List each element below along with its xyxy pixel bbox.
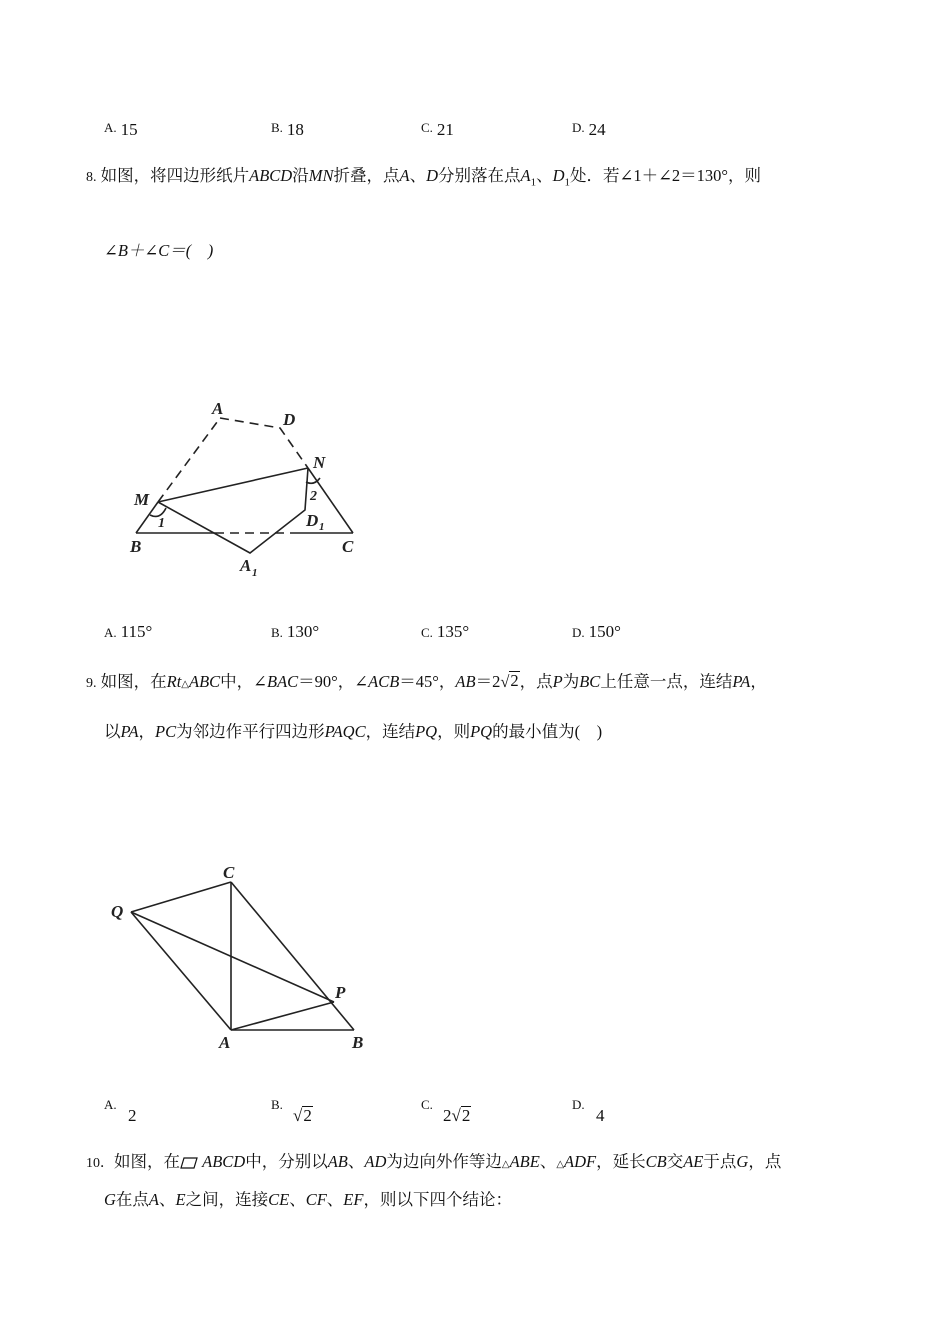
q7-option-b[interactable]: B. 18 (271, 120, 304, 139)
label-A1-sub: 1 (252, 567, 258, 579)
label-P: P (335, 983, 346, 1002)
q8-option-b[interactable]: B. 130° (271, 622, 320, 641)
q9-option-a[interactable]: A. 2 (104, 1097, 137, 1125)
q8-option-d[interactable]: D. 150° (572, 622, 621, 641)
label-N: N (313, 453, 326, 472)
label-1: 1 (158, 516, 165, 531)
label-B: B (130, 537, 142, 556)
q7-option-a[interactable]: A. 15 (104, 120, 138, 139)
parallelogram-icon (180, 1157, 198, 1169)
q9-line2: 以PA，PC为邻边作平行四边形PAQC，连结PQ，则PQ的最小值为( ) (104, 722, 603, 741)
label-2: 2 (310, 489, 317, 504)
label-A: A (212, 399, 224, 418)
label-D1-sub: 1 (319, 521, 325, 533)
q8-line1: 8. 如图，将四边形纸片ABCD沿MN折叠，点A、D分别落在点$A_1$、$D_1$处．若∠1＋∠2＝130°，则 (86, 166, 761, 189)
label-D1: D (306, 511, 319, 530)
label-D: D (283, 410, 296, 429)
q9-option-d[interactable]: D. 4 (572, 1097, 605, 1125)
label-A1: A (240, 556, 252, 575)
label-A: A (219, 1033, 231, 1052)
q8-figure (120, 390, 370, 590)
q7-option-d[interactable]: D. 24 (572, 120, 606, 139)
q8-line2: ∠B＋∠C＝( ) (104, 241, 214, 260)
label-B: B (352, 1033, 364, 1052)
q9-figure (100, 855, 390, 1060)
q10-line1: 10．如图，在 ABCD中，分别以AB、AD为边向外作等边△ABE、△ADF，延长CB交AE于点G，点 (86, 1152, 782, 1171)
q8-option-a[interactable]: A. 115° (104, 622, 153, 641)
label-C: C (223, 863, 235, 882)
q7-option-c[interactable]: C. 21 (421, 120, 454, 139)
label-M: M (134, 490, 150, 509)
label-Q: Q (111, 902, 124, 921)
q9-option-b[interactable]: B. √ 2 (271, 1097, 312, 1125)
label-C: C (342, 537, 354, 556)
q8-option-c[interactable]: C. 135° (421, 622, 470, 641)
q9-line1: 9. 如图，在Rt△ABC中，∠BAC＝90°，∠ACB＝45°，AB＝2 √ 2 ，点P为BC上任意一点，连结PA， (86, 671, 767, 691)
q10-line2: G在点A、E之间，连接CE、CF、EF，则以下四个结论： (104, 1190, 512, 1209)
q9-option-c[interactable]: C. 2 √ 2 (421, 1097, 471, 1125)
